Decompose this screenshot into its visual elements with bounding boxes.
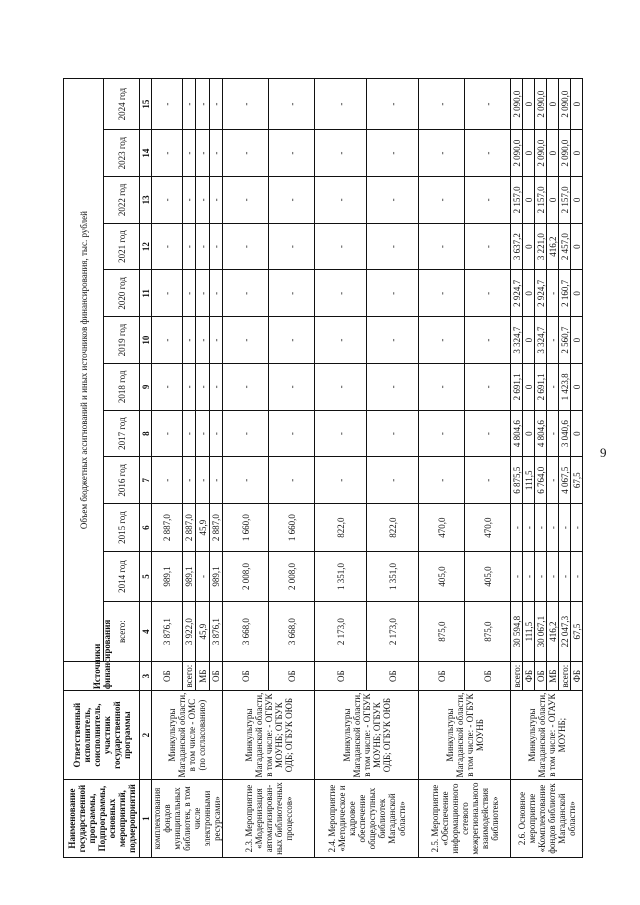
- year-value-cell: 470,0: [465, 504, 511, 552]
- column-number: 6: [140, 504, 152, 552]
- total-cell: 67,5: [571, 602, 583, 662]
- year-value-cell: 2 560,7: [559, 317, 571, 364]
- year-value-cell: -: [269, 130, 315, 177]
- table-row: [419, 79, 465, 858]
- source-cell: ОБ: [419, 662, 465, 691]
- header-year: 2021 год: [104, 223, 140, 270]
- year-value-cell: -: [223, 410, 269, 457]
- year-value-cell: -: [209, 363, 222, 410]
- year-value-cell: -: [419, 79, 465, 130]
- year-value-cell: -: [183, 317, 196, 364]
- source-cell: МБ: [547, 662, 559, 691]
- year-value-cell: -: [367, 177, 419, 224]
- header-name: Наименование государственной программы, Подпрограммы, основных мероприятий, подмероприятий: [64, 780, 140, 858]
- year-value-cell: 0: [571, 79, 583, 130]
- year-value-cell: -: [152, 79, 183, 130]
- total-cell: 111,5: [523, 602, 535, 662]
- year-value-cell: 2 691,1: [511, 363, 523, 410]
- year-value-cell: -: [223, 363, 269, 410]
- total-cell: 45,9: [196, 602, 209, 662]
- year-value-cell: -: [196, 79, 209, 130]
- year-value-cell: -: [269, 270, 315, 317]
- year-value-cell: 416,2: [547, 223, 559, 270]
- column-number-row: [140, 79, 152, 858]
- total-cell: 30 067,1: [535, 602, 547, 662]
- year-value-cell: -: [209, 177, 222, 224]
- year-value-cell: -: [547, 410, 559, 457]
- column-number: 5: [140, 552, 152, 602]
- header-source: Источники финансирования: [64, 662, 140, 691]
- year-value-cell: -: [465, 410, 511, 457]
- year-value-cell: -: [223, 79, 269, 130]
- year-value-cell: -: [269, 177, 315, 224]
- year-value-cell: 1 660,0: [223, 504, 269, 552]
- year-value-cell: 2 090,0: [535, 79, 547, 130]
- year-value-cell: 2 090,0: [559, 130, 571, 177]
- year-value-cell: -: [209, 317, 222, 364]
- year-value-cell: -: [209, 270, 222, 317]
- year-value-cell: -: [465, 317, 511, 364]
- year-value-cell: -: [196, 270, 209, 317]
- year-value-cell: 989,1: [183, 552, 196, 602]
- year-value-cell: 1 351,0: [315, 552, 367, 602]
- column-number: 3: [140, 662, 152, 691]
- year-value-cell: -: [269, 410, 315, 457]
- header-year: 2014 год: [104, 552, 140, 602]
- year-value-cell: -: [152, 410, 183, 457]
- year-value-cell: -: [196, 457, 209, 504]
- year-value-cell: 4 804,6: [511, 410, 523, 457]
- year-value-cell: 2 160,7: [559, 270, 571, 317]
- source-cell: ОБ: [465, 662, 511, 691]
- year-value-cell: -: [367, 130, 419, 177]
- year-value-cell: 2 691,1: [535, 363, 547, 410]
- year-value-cell: 2 090,0: [559, 79, 571, 130]
- year-value-cell: 2 090,0: [511, 79, 523, 130]
- activity-name-cell: 2.4. Мероприятие «Методическое и кадровое обеспечение общедоступных библиотек Магаданской области»: [315, 780, 419, 858]
- year-value-cell: -: [419, 130, 465, 177]
- activity-name-cell: 2.5. Мероприятие «Обеспечение информационного сетевого межрегионального взаимодействия библиотек»: [419, 780, 511, 858]
- header-total: всего:: [104, 602, 140, 662]
- year-value-cell: -: [419, 223, 465, 270]
- year-value-cell: -: [223, 223, 269, 270]
- source-cell: ОБ: [315, 662, 367, 691]
- year-value-cell: 1 660,0: [269, 504, 315, 552]
- year-value-cell: -: [223, 270, 269, 317]
- year-value-cell: -: [209, 410, 222, 457]
- total-cell: 2 173,0: [367, 602, 419, 662]
- year-value-cell: -: [152, 317, 183, 364]
- page-number: 9: [600, 445, 607, 460]
- executor-cell: Минкультуры Магаданской области, в том числе: - ОГАУК МОУНБ;: [511, 691, 583, 780]
- year-value-cell: 1 423,8: [559, 363, 571, 410]
- year-value-cell: 111,5: [523, 457, 535, 504]
- year-value-cell: 1 351,0: [367, 552, 419, 602]
- year-value-cell: 0: [523, 317, 535, 364]
- year-value-cell: -: [419, 457, 465, 504]
- source-cell: ОБ: [223, 662, 269, 691]
- year-value-cell: -: [315, 317, 367, 364]
- source-cell: МБ: [196, 662, 209, 691]
- year-value-cell: -: [152, 270, 183, 317]
- year-value-cell: 989,1: [152, 552, 183, 602]
- total-cell: 2 173,0: [315, 602, 367, 662]
- year-value-cell: -: [183, 79, 196, 130]
- table-row: [223, 79, 269, 858]
- header-year: 2018 год: [104, 363, 140, 410]
- year-value-cell: -: [367, 410, 419, 457]
- year-value-cell: -: [367, 363, 419, 410]
- year-value-cell: 0: [523, 79, 535, 130]
- year-value-cell: -: [315, 130, 367, 177]
- header-funding-title: Объем бюджетных ассигнований и иных источников финансирования, тыс. рублей: [64, 79, 104, 662]
- executor-cell: Минкультуры Магаданской области, в том числе: - ОГБУК МОУНБ; ОГБУК ОДБ; ОГБУК ОЮБ: [223, 691, 315, 780]
- year-value-cell: -: [547, 363, 559, 410]
- year-value-cell: -: [269, 79, 315, 130]
- source-cell: ОБ: [209, 662, 222, 691]
- year-value-cell: 822,0: [367, 504, 419, 552]
- year-value-cell: 4 067,5: [559, 457, 571, 504]
- total-cell: 30 594,8: [511, 602, 523, 662]
- year-value-cell: -: [196, 130, 209, 177]
- year-value-cell: -: [559, 504, 571, 552]
- table-row: [152, 79, 183, 858]
- year-value-cell: -: [196, 410, 209, 457]
- column-number: 1: [140, 780, 152, 858]
- year-value-cell: -: [465, 363, 511, 410]
- source-cell: всего:: [183, 662, 196, 691]
- year-value-cell: -: [465, 270, 511, 317]
- header-year: 2015 год: [104, 504, 140, 552]
- year-value-cell: 0: [571, 177, 583, 224]
- year-value-cell: -: [465, 457, 511, 504]
- year-value-cell: -: [559, 552, 571, 602]
- executor-cell: Минкультуры Магаданской области, в том числе: - ОГБУК МОУНБ; ОГБУК ОДБ; ОГБУК ОЮБ: [315, 691, 419, 780]
- year-value-cell: 0: [523, 410, 535, 457]
- column-number: 7: [140, 457, 152, 504]
- year-value-cell: 405,0: [419, 552, 465, 602]
- year-value-cell: 3 637,2: [511, 223, 523, 270]
- source-cell: ОБ: [152, 662, 183, 691]
- header-year: 2017 год: [104, 410, 140, 457]
- year-value-cell: -: [511, 552, 523, 602]
- year-value-cell: -: [571, 552, 583, 602]
- year-value-cell: 3 221,0: [535, 223, 547, 270]
- year-value-cell: 989,1: [209, 552, 222, 602]
- header-executor: Ответственный исполнитель, соисполнитель, участник государственной программы: [64, 691, 140, 780]
- year-value-cell: 0: [547, 130, 559, 177]
- year-value-cell: -: [209, 130, 222, 177]
- year-value-cell: 3 040,6: [559, 410, 571, 457]
- year-value-cell: -: [547, 504, 559, 552]
- year-value-cell: -: [315, 270, 367, 317]
- total-cell: 875,0: [419, 602, 465, 662]
- source-cell: ФБ: [571, 662, 583, 691]
- year-value-cell: 4 804,6: [535, 410, 547, 457]
- year-value-cell: -: [152, 363, 183, 410]
- year-value-cell: -: [465, 223, 511, 270]
- year-value-cell: -: [315, 79, 367, 130]
- total-cell: 875,0: [465, 602, 511, 662]
- year-value-cell: 2 090,0: [535, 130, 547, 177]
- year-value-cell: 822,0: [315, 504, 367, 552]
- year-value-cell: 0: [523, 223, 535, 270]
- year-value-cell: -: [367, 223, 419, 270]
- column-number: 13: [140, 177, 152, 224]
- year-value-cell: -: [547, 457, 559, 504]
- header-year: 2022 год: [104, 177, 140, 224]
- year-value-cell: 45,9: [196, 504, 209, 552]
- year-value-cell: 67,5: [571, 457, 583, 504]
- year-value-cell: -: [152, 223, 183, 270]
- year-value-cell: -: [152, 457, 183, 504]
- year-value-cell: 6 875,5: [511, 457, 523, 504]
- year-value-cell: -: [367, 79, 419, 130]
- year-value-cell: -: [183, 363, 196, 410]
- year-value-cell: 0: [571, 223, 583, 270]
- column-number: 9: [140, 363, 152, 410]
- year-value-cell: -: [315, 410, 367, 457]
- year-value-cell: -: [523, 552, 535, 602]
- year-value-cell: 0: [523, 363, 535, 410]
- year-value-cell: -: [367, 317, 419, 364]
- year-value-cell: -: [223, 130, 269, 177]
- year-value-cell: -: [209, 223, 222, 270]
- total-cell: 3 668,0: [223, 602, 269, 662]
- source-cell: всего:: [559, 662, 571, 691]
- year-value-cell: -: [465, 79, 511, 130]
- table-body: [152, 79, 583, 858]
- year-value-cell: -: [571, 504, 583, 552]
- year-value-cell: 0: [523, 270, 535, 317]
- total-cell: 3 876,1: [209, 602, 222, 662]
- year-value-cell: -: [269, 363, 315, 410]
- year-value-cell: 2 887,0: [209, 504, 222, 552]
- year-value-cell: 2 924,7: [535, 270, 547, 317]
- year-value-cell: 6 764,0: [535, 457, 547, 504]
- year-value-cell: 0: [571, 130, 583, 177]
- year-value-cell: -: [511, 504, 523, 552]
- year-value-cell: -: [419, 270, 465, 317]
- header-year: 2023 год: [104, 130, 140, 177]
- year-value-cell: -: [269, 223, 315, 270]
- source-cell: ОБ: [535, 662, 547, 691]
- year-value-cell: -: [419, 410, 465, 457]
- table-row: [315, 79, 367, 858]
- header-year: 2016 год: [104, 457, 140, 504]
- year-value-cell: -: [152, 130, 183, 177]
- year-value-cell: -: [315, 457, 367, 504]
- year-value-cell: -: [209, 457, 222, 504]
- year-value-cell: -: [547, 317, 559, 364]
- year-value-cell: 0: [547, 79, 559, 130]
- year-value-cell: 0: [523, 177, 535, 224]
- total-cell: 22 047,3: [559, 602, 571, 662]
- source-cell: ОБ: [367, 662, 419, 691]
- year-value-cell: -: [315, 177, 367, 224]
- executor-cell: Минкультуры Магаданской области, в том числе - ОМС (по согласованию): [152, 691, 223, 780]
- year-value-cell: 2 157,0: [559, 177, 571, 224]
- year-value-cell: -: [269, 317, 315, 364]
- year-value-cell: -: [419, 317, 465, 364]
- year-value-cell: -: [523, 504, 535, 552]
- year-value-cell: -: [223, 457, 269, 504]
- year-value-cell: 3 324,7: [535, 317, 547, 364]
- year-value-cell: 2 924,7: [511, 270, 523, 317]
- rotated-table-container: [63, 78, 598, 858]
- year-value-cell: 405,0: [465, 552, 511, 602]
- year-value-cell: -: [209, 79, 222, 130]
- year-value-cell: -: [196, 177, 209, 224]
- activity-name-cell: 2.3. Мероприятие «Модернизация автоматизирован-ных библиотечных процессов»: [223, 780, 315, 858]
- year-value-cell: -: [183, 410, 196, 457]
- source-cell: ФБ: [523, 662, 535, 691]
- year-value-cell: -: [465, 177, 511, 224]
- year-value-cell: -: [419, 363, 465, 410]
- year-value-cell: 3 324,7: [511, 317, 523, 364]
- activity-name-cell: комплектования фондов муниципальных библиотек, в том числе электронными ресурсами»: [152, 780, 223, 858]
- total-cell: 3 668,0: [269, 602, 315, 662]
- year-value-cell: -: [196, 552, 209, 602]
- funding-table: [63, 78, 583, 858]
- year-value-cell: -: [547, 552, 559, 602]
- year-value-cell: -: [315, 363, 367, 410]
- year-value-cell: -: [269, 457, 315, 504]
- column-number: 8: [140, 410, 152, 457]
- year-value-cell: -: [152, 177, 183, 224]
- total-cell: 416,2: [547, 602, 559, 662]
- source-cell: всего:: [511, 662, 523, 691]
- column-number: 15: [140, 79, 152, 130]
- year-value-cell: 0: [547, 177, 559, 224]
- header-year: 2020 год: [104, 270, 140, 317]
- year-value-cell: -: [183, 130, 196, 177]
- column-number: 4: [140, 602, 152, 662]
- year-value-cell: -: [183, 457, 196, 504]
- year-value-cell: 2 887,0: [183, 504, 196, 552]
- year-value-cell: -: [196, 363, 209, 410]
- executor-cell: Минкультуры Магаданской области, в том числе: - ОГБУК МОУНБ: [419, 691, 511, 780]
- source-cell: ОБ: [269, 662, 315, 691]
- year-value-cell: -: [223, 317, 269, 364]
- year-value-cell: 0: [523, 130, 535, 177]
- year-value-cell: -: [196, 223, 209, 270]
- year-value-cell: -: [196, 317, 209, 364]
- column-number: 2: [140, 691, 152, 780]
- total-cell: 3 922,0: [183, 602, 196, 662]
- year-value-cell: -: [547, 270, 559, 317]
- column-number: 14: [140, 130, 152, 177]
- year-value-cell: 470,0: [419, 504, 465, 552]
- year-value-cell: -: [419, 177, 465, 224]
- year-value-cell: 0: [571, 270, 583, 317]
- column-number: 11: [140, 270, 152, 317]
- header-year: 2019 год: [104, 317, 140, 364]
- year-value-cell: 2 008,0: [223, 552, 269, 602]
- column-number: 10: [140, 317, 152, 364]
- year-value-cell: -: [367, 457, 419, 504]
- year-value-cell: 2 157,0: [535, 177, 547, 224]
- year-value-cell: 2 157,0: [511, 177, 523, 224]
- column-number: 12: [140, 223, 152, 270]
- year-value-cell: -: [535, 552, 547, 602]
- year-value-cell: -: [535, 504, 547, 552]
- total-cell: 3 876,1: [152, 602, 183, 662]
- year-value-cell: 2 090,0: [511, 130, 523, 177]
- year-value-cell: 0: [571, 410, 583, 457]
- year-value-cell: -: [183, 270, 196, 317]
- year-value-cell: 2 008,0: [269, 552, 315, 602]
- year-value-cell: 2 457,0: [559, 223, 571, 270]
- year-value-cell: -: [315, 223, 367, 270]
- table-row: [511, 79, 523, 858]
- year-value-cell: -: [183, 223, 196, 270]
- header-year: 2024 год: [104, 79, 140, 130]
- year-value-cell: 0: [571, 317, 583, 364]
- year-value-cell: -: [465, 130, 511, 177]
- year-value-cell: 2 887,0: [152, 504, 183, 552]
- year-value-cell: 0: [571, 363, 583, 410]
- activity-name-cell: 2.6. Основное мероприятие «Комплектование фондов библиотек Магаданской области»: [511, 780, 583, 858]
- year-value-cell: -: [223, 177, 269, 224]
- year-value-cell: -: [183, 177, 196, 224]
- year-value-cell: -: [367, 270, 419, 317]
